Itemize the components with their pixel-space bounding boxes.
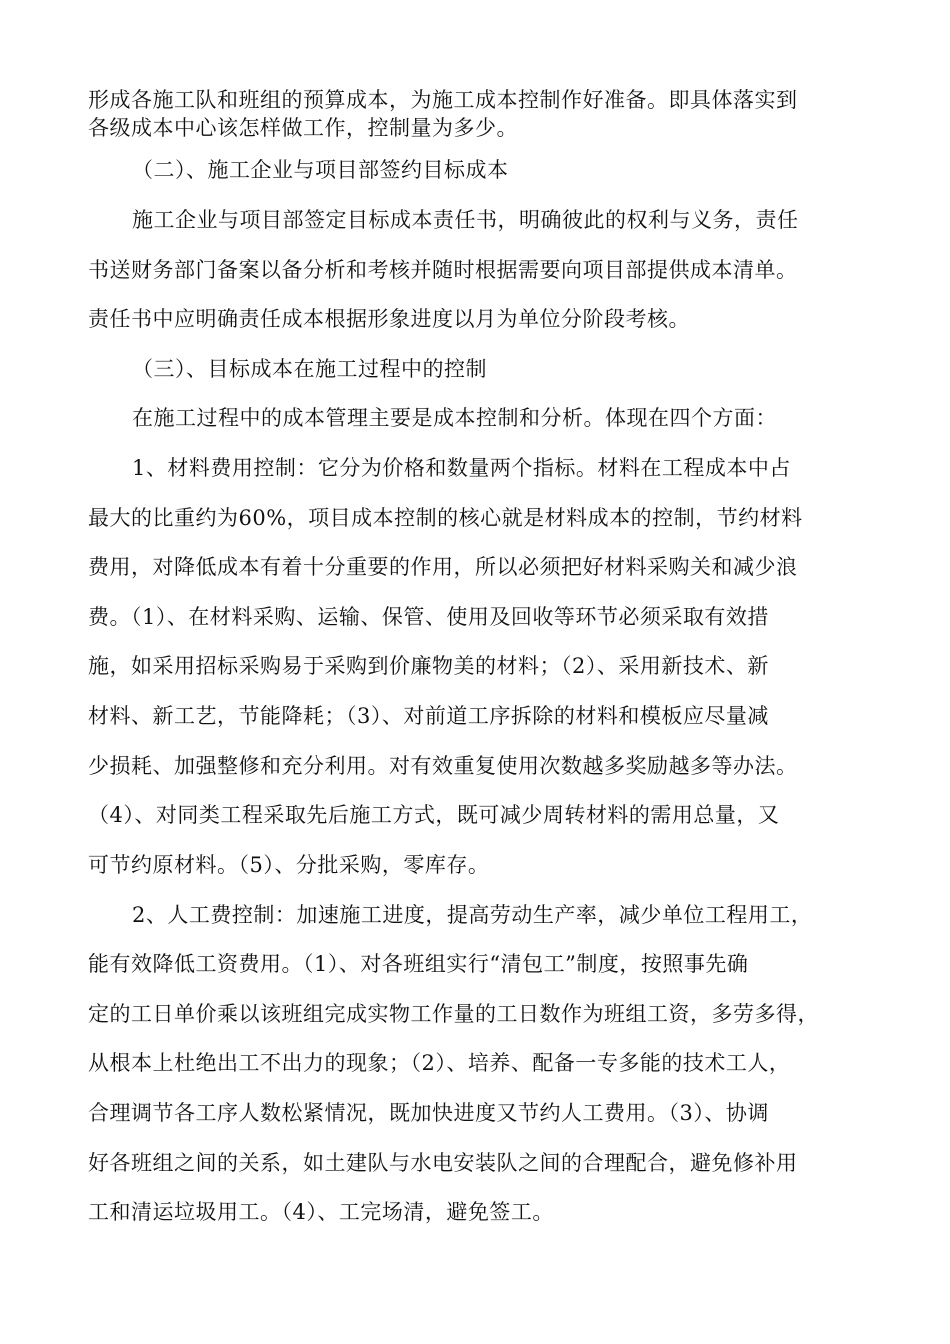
text-line: 可节约原材料。（5）、分批采购，零库存。 — [88, 853, 490, 877]
text-line: 施工企业与项目部签定目标成本责任书，明确彼此的权利与义务，责任 — [132, 208, 799, 232]
text-line: 2、人工费控制：加速施工进度，提高劳动生产率，减少单位工程用工， — [132, 903, 813, 927]
text-line: 形成各施工队和班组的预算成本，为施工成本控制作好准备。即具体落实到 — [88, 88, 798, 112]
text-line: 在施工过程中的成本管理主要是成本控制和分析。体现在四个方面： — [132, 406, 777, 430]
text-line: 费用，对降低成本有着十分重要的作用，所以必须把好材料采购关和减少浪 — [88, 555, 798, 579]
text-line: 从根本上杜绝出工不出力的现象；（2）、培养、配备一专多能的技术工人， — [88, 1051, 791, 1075]
text-line: 工和清运垃圾用工。（4）、工完场清，避免签工。 — [88, 1200, 554, 1224]
text-line: 少损耗、加强整修和充分利用。对有效重复使用次数越多奖励越多等办法。 — [88, 754, 798, 778]
text-line: 定的工日单价乘以该班组完成实物工作量的工日数作为班组工资，多劳多得， — [88, 1002, 819, 1026]
text-line: 施，如采用招标采购易于采购到价廉物美的材料；（2）、采用新技术、新 — [88, 654, 769, 678]
text-line: 材料、新工艺，节能降耗；（3）、对前道工序拆除的材料和模板应尽量减 — [88, 704, 769, 728]
text-line: 费。（1）、在材料采购、运输、保管、使用及回收等环节必须采取有效措 — [88, 605, 769, 629]
text-line: 最大的比重约为60%，项目成本控制的核心就是材料成本的控制，节约材料 — [88, 506, 803, 530]
text-line: 1、材料费用控制：它分为价格和数量两个指标。材料在工程成本中占 — [132, 456, 791, 480]
section-heading-2: （二）、施工企业与项目部签约目标成本 — [132, 158, 509, 182]
text-line: 责任书中应明确责任成本根据形象进度以月为单位分阶段考核。 — [88, 307, 690, 331]
text-line: 好各班组之间的关系，如土建队与水电安装队之间的合理配合，避免修补用 — [88, 1151, 798, 1175]
section-heading-3: （三）、目标成本在施工过程中的控制 — [132, 357, 487, 381]
text-line: 书送财务部门备案以备分析和考核并随时根据需要向项目部提供成本清单。 — [88, 258, 798, 282]
text-line: 能有效降低工资费用。（1）、对各班组实行“清包工”制度，按照事先确 — [88, 952, 749, 976]
text-line: 各级成本中心该怎样做工作，控制量为多少。 — [88, 116, 518, 140]
text-line: 合理调节各工序人数松紧情况，既加快进度又节约人工费用。（3）、协调 — [88, 1101, 769, 1125]
text-line: （4）、对同类工程采取先后施工方式，既可减少周转材料的需用总量，又 — [88, 803, 780, 827]
